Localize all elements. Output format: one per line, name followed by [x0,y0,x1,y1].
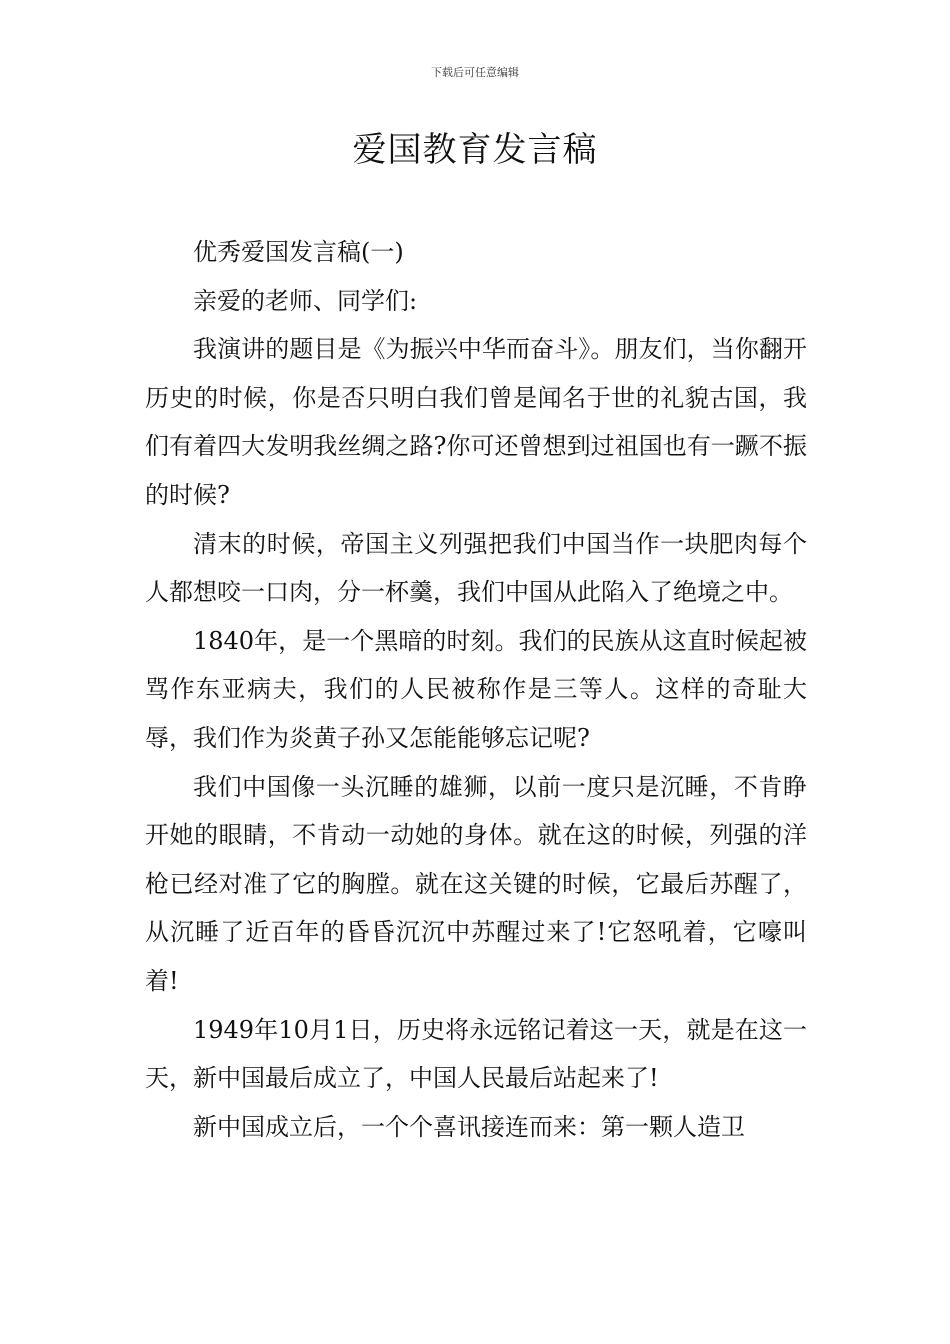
paragraph-salutation: 亲爱的老师、同学们: [193,286,418,315]
paragraph: 清末的时候，帝国主义列强把我们中国当作一块肥肉每个人都想咬一口肉，分一杯羹，我们中国从此陷入了绝境之中。 [145,529,807,607]
document-body [145,228,807,1151]
paragraph: 新中国成立后，一个个喜讯接连而来：第一颗人造卫 [193,1112,745,1141]
paragraph: 1840年，是一个黑暗的时刻。我们的民族从这直时候起被骂作东亚病夫，我们的人民被称作是三等人。这样的奇耻大辱，我们作为炎黄子孙又怎能能够忘记呢? [145,626,807,752]
document-title: 爱国教育发言稿 [352,130,598,170]
header-note: 下载后可任意编辑 [431,66,519,79]
paragraph-subtitle: 优秀爱国发言稿(一) [193,238,404,266]
paragraph: 我演讲的题目是《为振兴中华而奋斗》。朋友们，当你翻开历史的时候，你是否只明白我们曾是闻名于世的礼貌古国，我们有着四大发明我丝绸之路?你可还曾想到过祖国也有一蹶不振的时候? [145,335,807,509]
paragraph: 我们中国像一头沉睡的雄狮，以前一度只是沉睡，不肯睁开她的眼睛，不肯动一动她的身体。就在这的时候，列强的洋枪已经对准了它的胸膛。就在这关键的时候，它最后苏醒了，从沉睡了近百年的昏昏沉沉中苏醒过来了!它怒吼着，它嚎叫着! [145,772,807,995]
paragraph: 1949年10月1日，历史将永远铭记着这一天，就是在这一天，新中国最后成立了，中国人民最后站起来了! [145,1015,807,1093]
